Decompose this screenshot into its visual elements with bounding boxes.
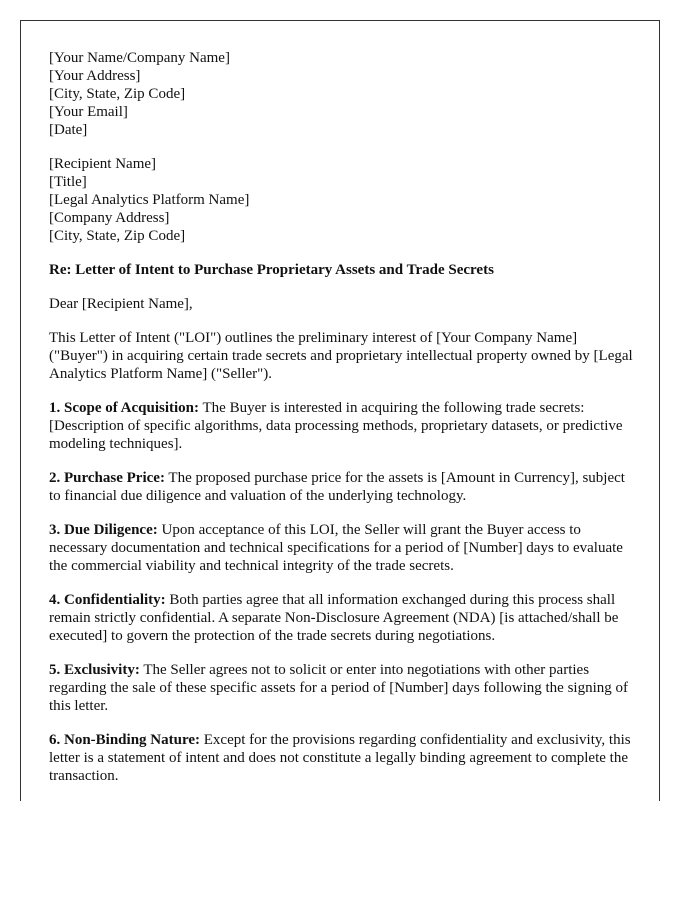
section-body: Except for the provisions regarding confidentiality and exclusivity, this letter is a statement of intent and does not constitute a legally binding agreement to complete the transaction. [49,732,631,784]
section-heading: 5. Exclusivity: [49,662,140,678]
section-non-binding-nature [49,731,634,785]
section-body: The proposed purchase price for the assets is [Amount in Currency], subject to financial due diligence and valuation of the underlying technology. [49,470,625,504]
recipient-address: [Company Address] [49,210,170,226]
section-due-diligence [49,521,634,575]
section-heading: 3. Due Diligence: [49,522,158,538]
section-body: Both parties agree that all information exchanged during this process shall remain strictly confidential. A separate Non-Disclosure Agreement (NDA) [is attached/shall be executed] to govern the protection of the trade secrets during negotiations. [49,592,619,644]
section-exclusivity [49,661,634,715]
letter-date: [Date] [49,122,88,138]
recipient-city-state-zip: [City, State, Zip Code] [49,228,186,244]
sender-address: [Your Address] [49,68,141,84]
salutation: Dear [Recipient Name], [49,296,193,312]
section-body: The Seller agrees not to solicit or enter into negotiations with other parties regarding the sale of these specific assets for a period of [Number] days following the signing of this letter. [49,662,628,714]
letter-page [20,20,660,801]
section-body: The Buyer is interested in acquiring the following trade secrets: [Description of specific algorithms, data processing methods, proprietary datasets, or predictive modeling techniques]. [49,400,623,452]
recipient-company: [Legal Analytics Platform Name] [49,192,250,208]
sender-city-state-zip: [City, State, Zip Code] [49,86,186,102]
section-heading: 6. Non-Binding Nature: [49,732,200,748]
section-heading: 2. Purchase Price: [49,470,165,486]
section-heading: 4. Confidentiality: [49,592,166,608]
sender-address-block [49,49,634,139]
recipient-title: [Title] [49,174,87,190]
intro-paragraph: This Letter of Intent ("LOI") outlines the preliminary interest of [Your Company Name] ("Buyer") in acquiring certain trade secrets and proprietary intellectual property owned by [Legal Analytics Platform Name] ("Seller"). [49,330,633,382]
sender-email: [Your Email] [49,104,128,120]
section-body: Upon acceptance of this LOI, the Seller will grant the Buyer access to necessary documentation and technical specifications for a period of [Number] days to evaluate the commercial viability and technical integrity of the trade secrets. [49,522,623,574]
subject-line: Re: Letter of Intent to Purchase Proprietary Assets and Trade Secrets [49,262,494,278]
recipient-address-block [49,155,634,245]
letter-content [49,49,634,801]
recipient-name: [Recipient Name] [49,156,157,172]
section-confidentiality [49,591,634,645]
section-heading: 1. Scope of Acquisition: [49,400,200,416]
sender-name: [Your Name/Company Name] [49,50,230,66]
section-scope-of-acquisition [49,399,634,453]
section-purchase-price [49,469,634,505]
